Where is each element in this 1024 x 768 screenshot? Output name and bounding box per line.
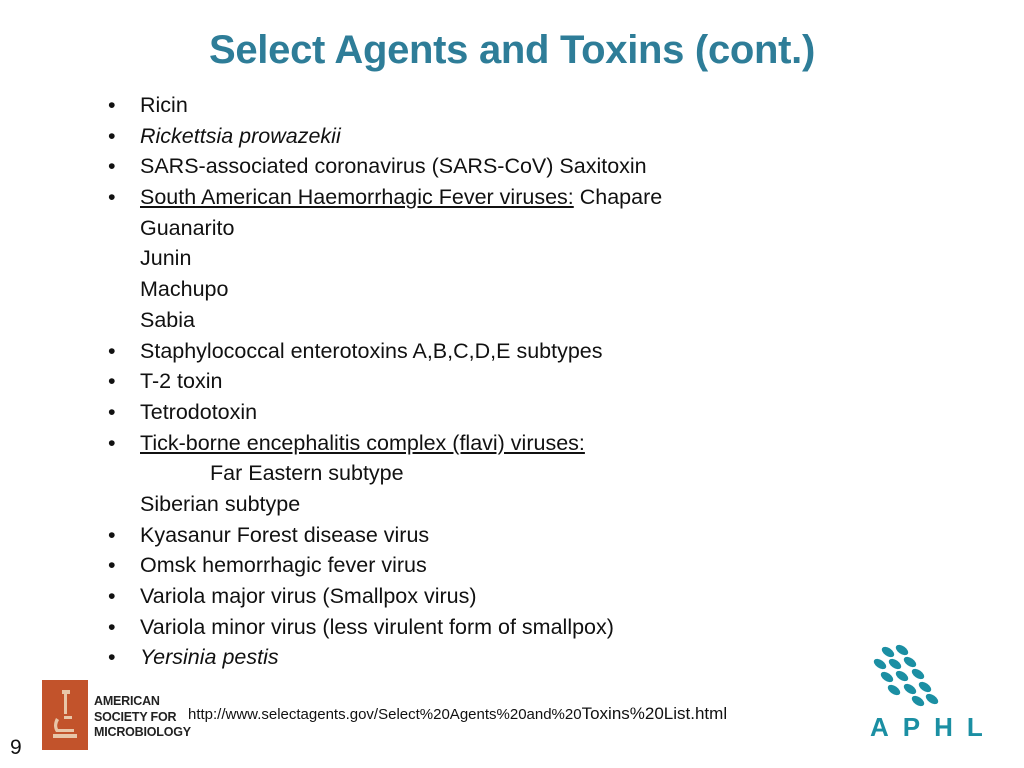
list-item-text: Yersinia pestis	[140, 645, 279, 670]
page-number: 9	[10, 736, 22, 759]
list-item-text	[140, 182, 662, 213]
bullet-icon: •	[108, 338, 116, 363]
bullet-icon: •	[108, 430, 116, 455]
list-item-text: Staphylococcal enterotoxins A,B,C,D,E subtypes	[140, 338, 603, 363]
list-item	[108, 121, 988, 152]
list-item-text: Tick-borne encephalitis complex (flavi) viruses:	[140, 430, 585, 455]
slide-title: Select Agents and Toxins (cont.)	[208, 28, 816, 72]
list-item-text: Variola minor virus (less virulent form of smallpox)	[140, 614, 614, 639]
microscope-icon	[42, 680, 88, 750]
list-item-text: Kyasanur Forest disease virus	[140, 522, 430, 547]
list-item-text: SARS-associated coronavirus (SARS-CoV) Saxitoxin	[140, 154, 647, 179]
sub-item	[108, 243, 988, 274]
bullet-list	[108, 90, 988, 673]
bullet-icon: •	[108, 399, 116, 424]
bullet-icon: •	[108, 645, 116, 670]
list-item-text: Junin	[140, 246, 192, 271]
list-item-text: Rickettsia prowazekii	[140, 123, 341, 148]
list-item	[108, 151, 988, 182]
sub-item	[108, 213, 988, 244]
bullet-icon: •	[108, 584, 116, 608]
bullet-icon: •	[108, 553, 116, 578]
list-item-text: Guanarito	[140, 215, 235, 240]
list-item	[108, 366, 988, 397]
source-url-part2[interactable]: Toxins%20List.html	[581, 704, 728, 723]
list-item	[108, 336, 988, 367]
list-item-text: Far Eastern subtype	[210, 461, 404, 486]
sub-item	[108, 489, 988, 520]
bullet-icon: •	[108, 93, 116, 117]
list-item-text: Siberian subtype	[140, 491, 301, 516]
source-url-part1[interactable]: http://www.selectagents.gov/Select%20Agents%20and%20	[188, 706, 582, 723]
asm-logo	[42, 678, 202, 752]
bullet-icon: •	[108, 123, 116, 148]
list-item-text: Ricin	[140, 93, 188, 117]
list-item-rest: Chapare	[573, 185, 663, 210]
list-item	[108, 612, 988, 643]
list-item-text: Omsk hemorrhagic fever virus	[140, 553, 427, 578]
underlined-heading: South American Haemorrhagic Fever viruses:	[140, 185, 574, 210]
list-item	[108, 397, 988, 428]
sub-item	[108, 458, 988, 489]
list-item	[108, 182, 988, 213]
sub-item	[108, 305, 988, 336]
bullet-icon: •	[108, 614, 116, 639]
bullet-icon: •	[108, 154, 116, 179]
asm-logo-mark	[42, 680, 88, 750]
bullet-icon: •	[108, 185, 116, 210]
bullet-icon: •	[108, 369, 116, 394]
list-item	[108, 550, 988, 581]
bullet-icon: •	[108, 522, 116, 547]
list-item	[108, 520, 988, 551]
list-item	[108, 642, 988, 673]
aphl-logo-text: APHL	[870, 712, 997, 742]
list-item	[108, 581, 988, 612]
list-item-text: T-2 toxin	[140, 369, 223, 394]
list-item	[108, 90, 988, 121]
asm-logo-text: AMERICAN SOCIETY FOR MICROBIOLOGY	[94, 694, 191, 739]
source-url[interactable]	[188, 704, 727, 724]
list-item-text: Variola major virus (Smallpox virus)	[140, 584, 477, 608]
list-item	[108, 428, 988, 459]
sub-item	[108, 274, 988, 305]
list-item-text: Sabia	[140, 307, 195, 332]
list-item-text: Tetrodotoxin	[140, 399, 258, 424]
list-item-text: Machupo	[140, 277, 229, 302]
